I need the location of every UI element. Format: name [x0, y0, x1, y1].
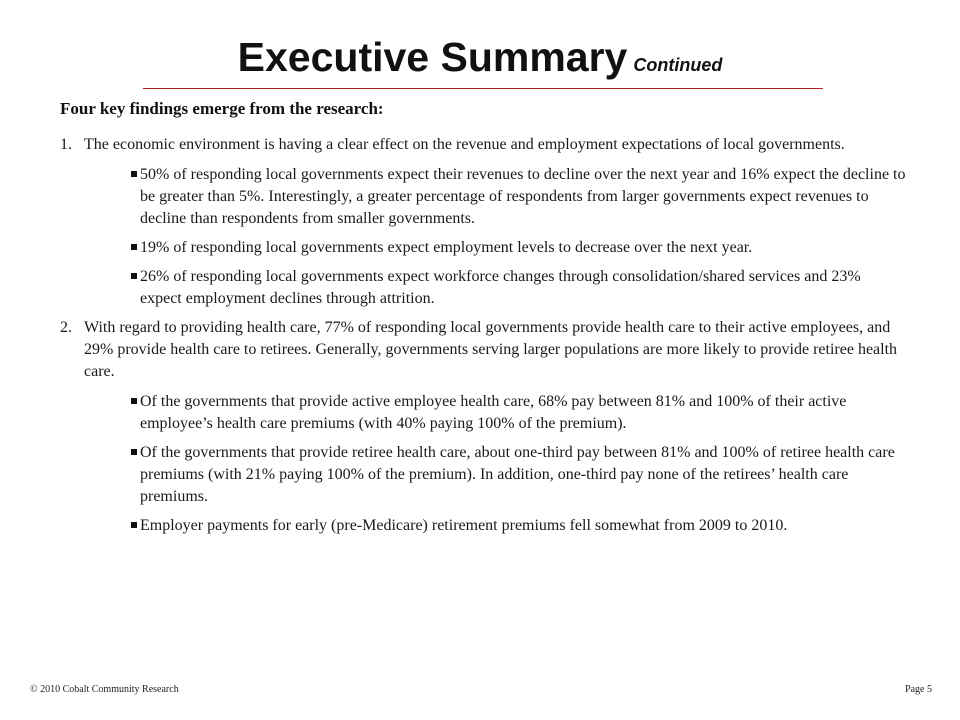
bullet-text: Employer payments for early (pre-Medicare) retirement premiums fell somewhat from 2009 to 2010. [140, 517, 788, 534]
square-bullet-icon [131, 522, 137, 528]
title-main: Executive Summary [237, 34, 628, 80]
finding-2-bullets [84, 391, 906, 537]
finding-text: With regard to providing health care, 77% of responding local governments provide health care to their active employees, and 29% provide health care to retirees. Generally, governments serving larger populations are more likely to provide retiree health care. [84, 319, 898, 380]
bullet-item [84, 237, 906, 259]
finding-number: 2. [60, 319, 72, 336]
bullet-text: Of the governments that provide retiree health care, about one-third pay between 81% and 100% of retiree health care premiums (with 21% paying 100% of the premium). In addition, one-third pay none of the retirees’ health care premiums. [140, 444, 895, 505]
bullet-item [84, 515, 906, 537]
bullet-text: 26% of responding local governments expect workforce changes through consolidation/shared services and 23% expect employment declines through attrition. [140, 268, 861, 307]
square-bullet-icon [131, 171, 137, 177]
finding-2 [60, 317, 906, 537]
finding-1-bullets [84, 164, 906, 310]
bullet-item [84, 266, 906, 310]
bullet-item [84, 391, 906, 435]
bullet-text: Of the governments that provide active employee health care, 68% pay between 81% and 100% of their active employee’s health care premiums (with 40% paying 100% of the premium). [140, 393, 847, 432]
bullet-item [84, 164, 906, 230]
title-sub: Continued [633, 55, 723, 75]
title-underline [143, 88, 823, 89]
findings-list [60, 134, 906, 544]
footer-copyright: © 2010 Cobalt Community Research [30, 684, 179, 695]
finding-1 [60, 134, 906, 310]
footer-page-number: Page 5 [905, 684, 932, 695]
square-bullet-icon [131, 449, 137, 455]
square-bullet-icon [131, 273, 137, 279]
square-bullet-icon [131, 244, 137, 250]
bullet-item [84, 442, 906, 508]
bullet-text: 50% of responding local governments expect their revenues to decline over the next year and 16% expect the decline to be greater than 5%. Interestingly, a greater percentage of respondents from larger governments expect revenues to decline than respondents from smaller governments. [140, 166, 906, 227]
slide-title [0, 34, 960, 81]
square-bullet-icon [131, 398, 137, 404]
finding-text: The economic environment is having a clear effect on the revenue and employment expectations of local governments. [84, 136, 845, 153]
finding-number: 1. [60, 136, 72, 153]
bullet-text: 19% of responding local governments expect employment levels to decrease over the next year. [140, 239, 753, 256]
intro-heading: Four key findings emerge from the research: [60, 99, 384, 118]
